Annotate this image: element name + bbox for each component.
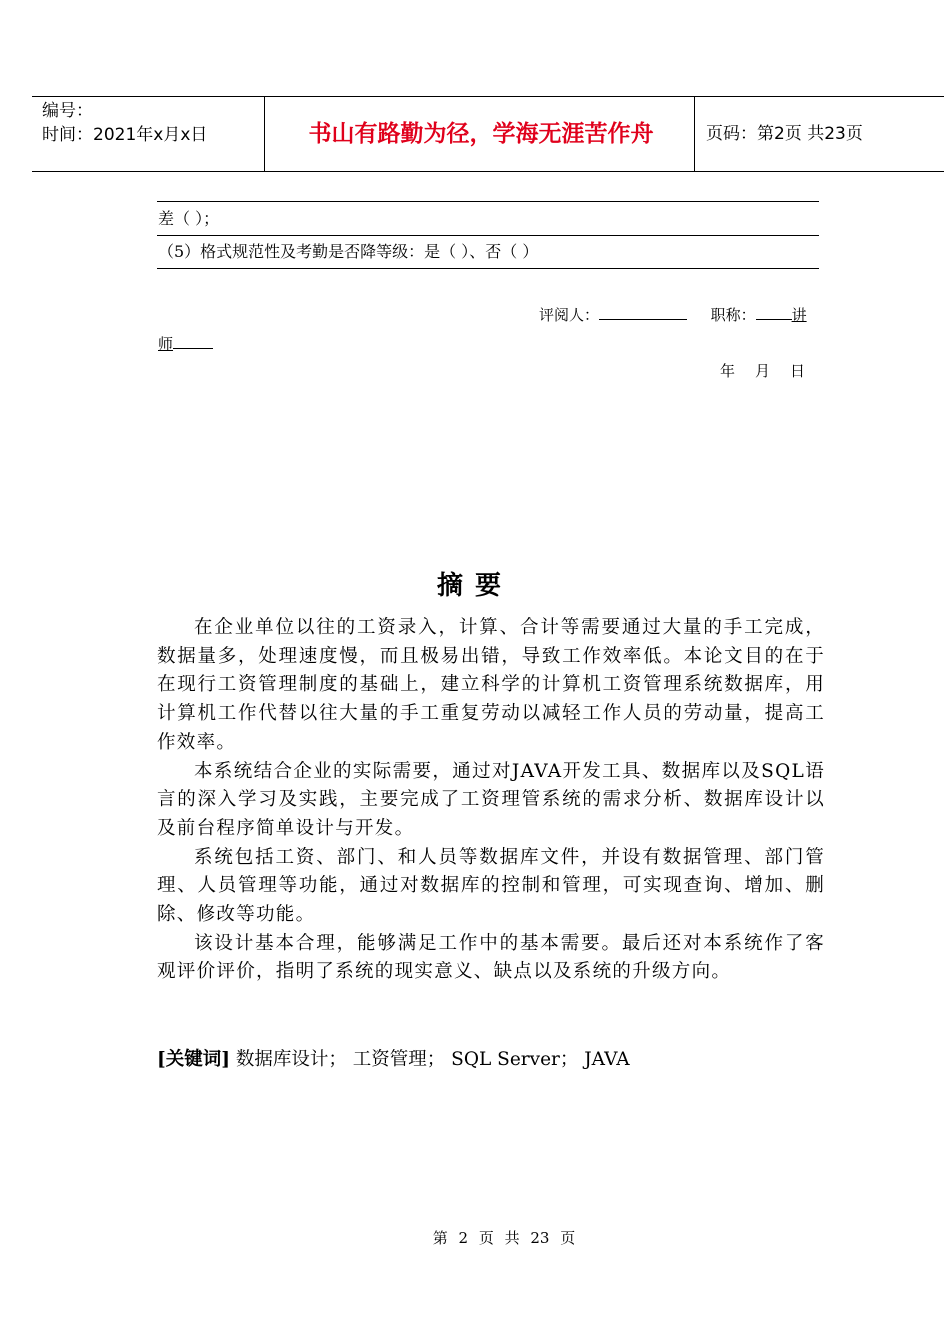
- form-rule: [157, 268, 819, 269]
- abstract-body: [157, 614, 825, 987]
- title-value-2: 师: [158, 335, 174, 353]
- form-line-1: 差（ ）；: [158, 209, 220, 228]
- header-meta: [42, 99, 207, 147]
- header-page-info: 页码：第2页 共23页: [706, 124, 863, 144]
- title-label: 职称：: [710, 306, 756, 324]
- abstract-paragraph: 本系统结合企业的实际需要，通过对JAVA开发工具、数据库以及SQL语言的深入学习及实践，主要完成了工资理管系统的需求分析、数据库设计以及前台程序简单设计与开发。: [157, 760, 825, 839]
- keywords-label: [关键词]: [157, 1049, 231, 1070]
- header-divider: [694, 97, 695, 171]
- title-blank: [756, 303, 792, 320]
- date-line: [720, 360, 825, 382]
- reviewer-label: 评阅人：: [539, 306, 600, 324]
- page-header: [32, 96, 944, 172]
- page-footer: 第 2 页 共 23 页: [432, 1229, 576, 1247]
- title-blank-2: [173, 332, 213, 349]
- date-month: 月: [755, 362, 771, 380]
- number-label: 编号：: [42, 101, 93, 121]
- title-value-1: 讲: [791, 306, 807, 324]
- reviewer-line: [539, 303, 807, 326]
- abstract-paragraph: 该设计基本合理，能够满足工作中的基本需要。最后还对本系统作了客观评价评价，指明了系统的现实意义、缺点以及系统的升级方向。: [157, 932, 825, 983]
- keywords-line: [157, 1045, 630, 1075]
- keywords-value: 数据库设计； 工资管理； SQL Server； JAVA: [235, 1049, 630, 1070]
- form-line-2: （5）格式规范性及考勤是否降等级：是（ ）、否（ ）: [158, 242, 539, 261]
- reviewer-blank: [599, 303, 687, 320]
- date-year: 年: [720, 362, 736, 380]
- abstract-paragraph: 在企业单位以往的工资录入，计算、合计等需要通过大量的手工完成，数据量多，处理速度慢，而且极易出错，导致工作效率低。本论文目的在于在现行工资管理制度的基础上，建立科学的计算机工资管理系统数据库，用计算机工作代替以往大量的手工重复劳动以减轻工作人员的劳动量，提高工作效率。: [157, 617, 825, 753]
- header-divider: [264, 97, 265, 171]
- title-value-wrap: [158, 332, 213, 355]
- abstract-paragraph: 系统包括工资、部门、和人员等数据库文件，并设有数据管理、部门管理、人员管理等功能，通过对数据库的控制和管理，可实现查询、增加、删除、修改等功能。: [157, 846, 825, 926]
- date-day: 日: [790, 362, 806, 380]
- abstract-title: 摘要: [436, 571, 513, 601]
- time-label: 时间：2021年x月x日: [42, 125, 208, 145]
- form-rule: [157, 235, 819, 236]
- form-rule: [157, 201, 819, 202]
- header-motto: 书山有路勤为径，学海无涯苦作舟: [308, 121, 654, 147]
